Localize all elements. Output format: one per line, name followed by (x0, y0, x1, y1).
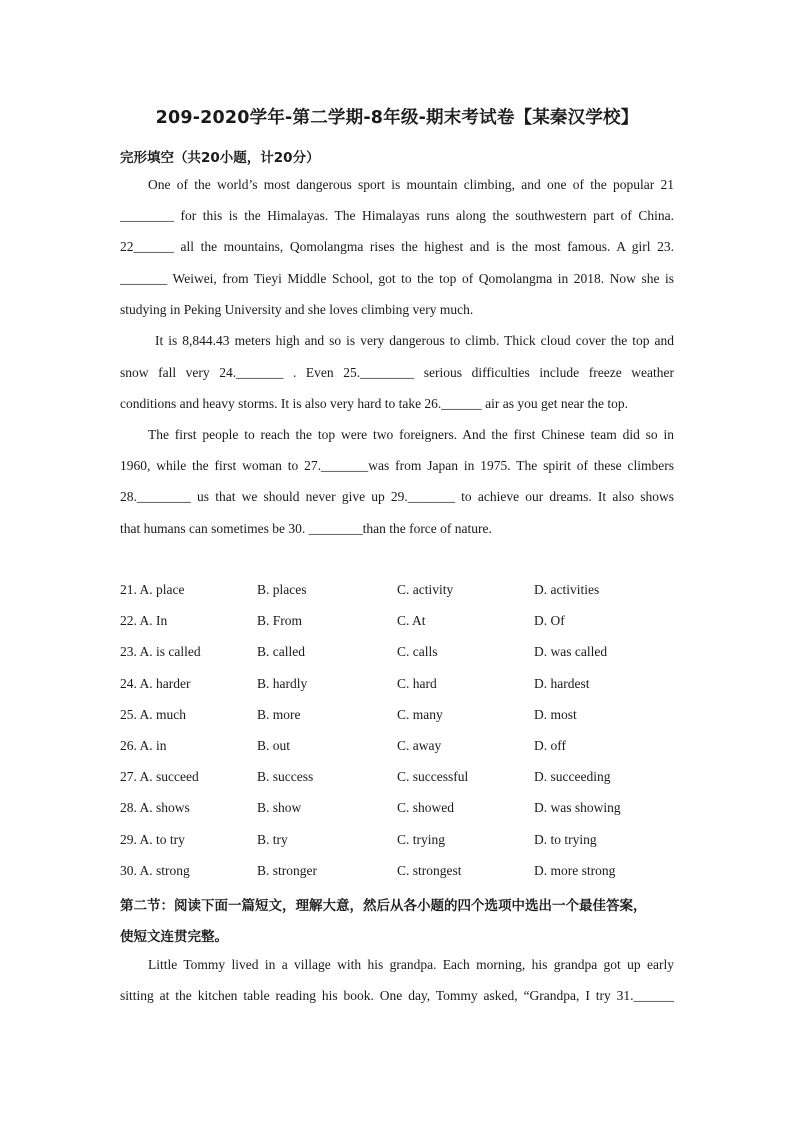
passage-line: It is 8,844.43 meters high and so is very dangerous to climb. Thick cloud cover the top and (155, 333, 674, 348)
option-a: 23. A. is called (120, 644, 201, 659)
exam-title: 209-2020学年-第二学期-8年级-期末考试卷【某秦汉学校】 (155, 108, 639, 128)
option-b: B. try (257, 832, 288, 847)
question-options (120, 707, 680, 725)
option-b: B. From (257, 613, 303, 628)
option-c: C. hard (397, 676, 437, 691)
passage-line: ________ for this is the Himalayas. The Himalayas runs along the southwestern part of China. (120, 208, 674, 223)
question-options (120, 582, 680, 600)
question-options (120, 676, 680, 694)
passage-line: studying in Peking University and she loves climbing very much. (120, 302, 474, 317)
question-options (120, 644, 680, 662)
passage-line: The first people to reach the top were two foreigners. And the first Chinese team did so in (148, 427, 674, 442)
option-b: B. show (257, 800, 302, 815)
option-c: C. activity (397, 582, 454, 597)
option-a: 28. A. shows (120, 800, 190, 815)
option-a: 22. A. In (120, 613, 168, 628)
option-c: C. showed (397, 800, 454, 815)
option-d: D. to trying (534, 832, 597, 847)
option-b: B. success (257, 769, 314, 784)
option-a: 27. A. succeed (120, 769, 199, 784)
question-options (120, 863, 680, 881)
passage-line: 28.________ us that we should never give up 29._______ to achieve our dreams. It also shows (120, 489, 674, 504)
question-options (120, 800, 680, 818)
passage-line: conditions and heavy storms. It is also very hard to take 26.______ air as you get near the top. (120, 396, 629, 411)
option-a: 26. A. in (120, 738, 167, 753)
option-c: C. many (397, 707, 443, 722)
passage-line: that humans can sometimes be 30. ________than the force of nature. (120, 521, 492, 536)
option-a: 30. A. strong (120, 863, 190, 878)
passage-line: sitting at the kitchen table reading his book. One day, Tommy asked, “Grandpa, I try 31.______ (120, 988, 674, 1003)
passage-line: 1960, while the first woman to 27._______was from Japan in 1975. The spirit of these climbers (120, 458, 674, 473)
option-d: D. more strong (534, 863, 616, 878)
passage-line: 22______ all the mountains, Qomolangma rises the highest and is the most famous. A girl 23. (120, 239, 674, 254)
option-d: D. most (534, 707, 577, 722)
option-a: 29. A. to try (120, 832, 185, 847)
option-c: C. trying (397, 832, 446, 847)
option-c: C. calls (397, 644, 438, 659)
option-d: D. succeeding (534, 769, 611, 784)
option-a: 25. A. much (120, 707, 186, 722)
option-d: D. was showing (534, 800, 621, 815)
option-d: D. off (534, 738, 566, 753)
option-b: B. places (257, 582, 307, 597)
passage-line: One of the world’s most dangerous sport is mountain climbing, and one of the popular 21 (148, 177, 674, 192)
section-heading-reading-cont: 使短文连贯完整。 (120, 929, 228, 945)
option-b: B. called (257, 644, 305, 659)
option-c: C. successful (397, 769, 469, 784)
section-heading-cloze: 完形填空（共20小题，计20分） (120, 150, 320, 166)
option-c: C. At (397, 613, 426, 628)
option-c: C. strongest (397, 863, 462, 878)
option-a: 24. A. harder (120, 676, 191, 691)
question-options (120, 738, 680, 756)
question-options (120, 769, 680, 787)
section-heading-reading: 第二节：阅读下面一篇短文，理解大意，然后从各小题的四个选项中选出一个最佳答案， (120, 898, 647, 914)
option-d: D. hardest (534, 676, 590, 691)
option-d: D. was called (534, 644, 608, 659)
option-b: B. stronger (257, 863, 317, 878)
option-b: B. out (257, 738, 291, 753)
option-a: 21. A. place (120, 582, 185, 597)
question-options (120, 613, 680, 631)
option-d: D. Of (534, 613, 565, 628)
question-options (120, 832, 680, 850)
passage-line: Little Tommy lived in a village with his grandpa. Each morning, his grandpa got up early (148, 957, 674, 972)
passage-line: snow fall very 24._______ . Even 25.________ serious difficulties include freeze weather (120, 365, 674, 380)
option-d: D. activities (534, 582, 600, 597)
option-b: B. more (257, 707, 301, 722)
passage-line: _______ Weiwei, from Tieyi Middle School, got to the top of Qomolangma in 2018. Now she is (120, 271, 674, 286)
option-b: B. hardly (257, 676, 308, 691)
option-c: C. away (397, 738, 442, 753)
